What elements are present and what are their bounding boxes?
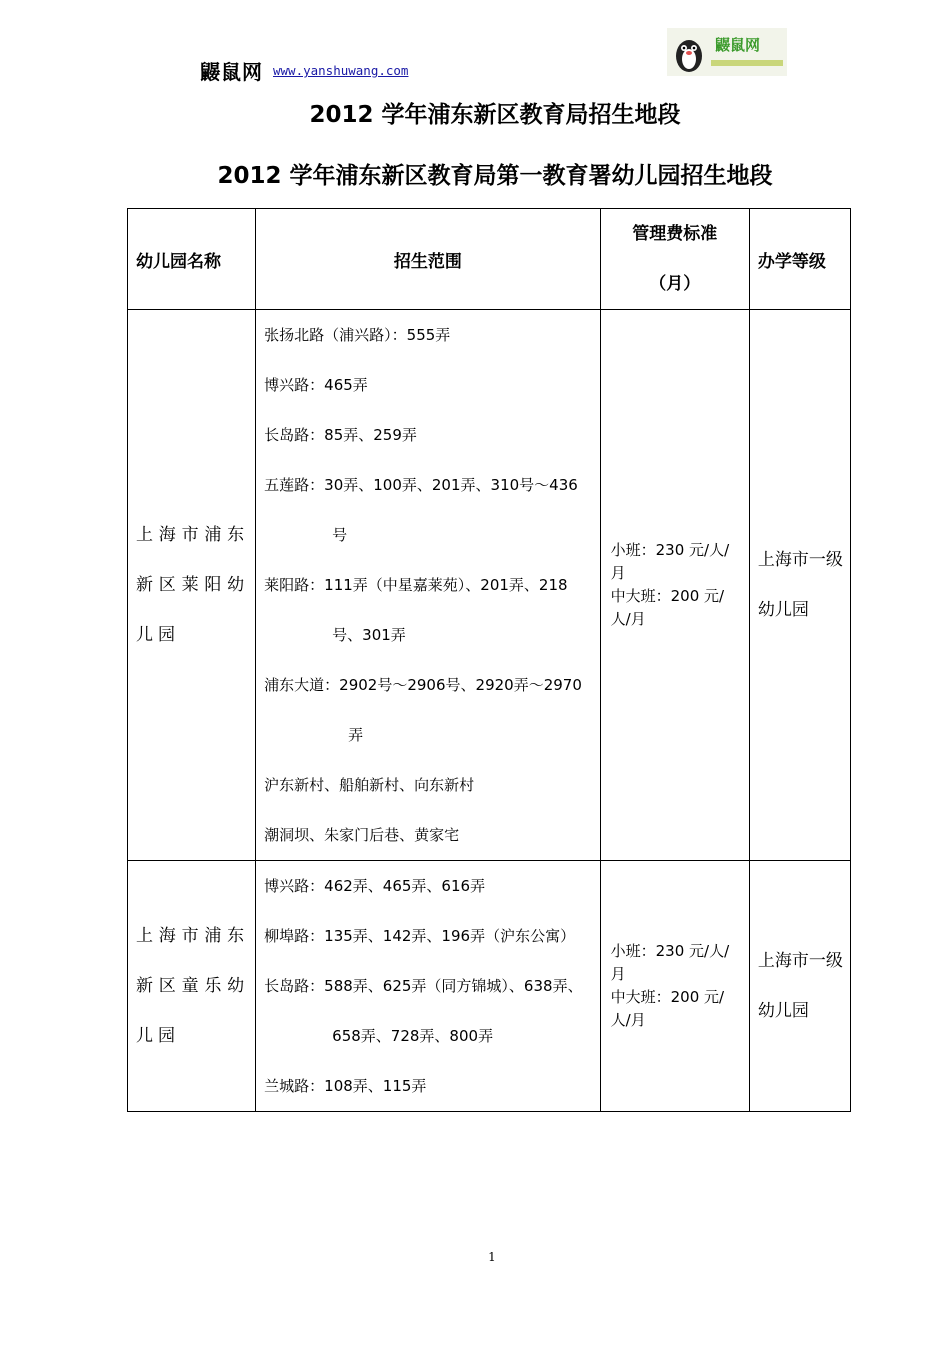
range-line: 658弄、728弄、800弄 [332,1027,494,1045]
header-fee-line1: 管理费标准 [632,224,718,244]
range-line: 张扬北路（浦兴路）：555弄 [264,326,451,344]
management-fee [600,310,749,861]
range-line: 沪东新村、船舶新村、向东新村 [264,776,475,794]
header-grade: 办学等级 [749,209,850,310]
range-line: 潮洞坝、朱家门后巷、黄家宅 [264,826,460,844]
table-row [128,861,851,1112]
range-line: 莱阳路：111弄（中星嘉莱苑）、201弄、218 [264,576,568,594]
enrollment-table [127,208,851,1112]
main-title: 2012 学年浦东新区教育局招生地段 [309,102,681,128]
range-line: 五莲路：30弄、100弄、201弄、310号～436 [264,476,578,494]
site-brand: 鼹鼠网 [200,60,263,84]
range-line: 柳埠路：135弄、142弄、196弄（沪东公寓） [264,927,576,945]
page-number: 1 [488,1250,496,1264]
range-line: 博兴路：462弄、465弄、616弄 [264,877,486,895]
range-line: 号、301弄 [332,626,406,644]
table-row [128,310,851,861]
range-line: 弄 [348,726,364,744]
site-url-link[interactable]: www.yanshuwang.com [273,63,409,78]
enrollment-range [256,861,600,1112]
range-line: 博兴路：465弄 [264,376,368,394]
fee-line: 中大班：200 元/人/月 [610,587,725,628]
mole-logo-icon [667,28,787,76]
kindergarten-name: 上海市浦东新区童乐幼儿园 [128,861,256,1112]
header-name: 幼儿园名称 [128,209,256,310]
table-header-row [128,209,851,310]
header-fee-line2: （月） [649,274,701,294]
header-range: 招生范围 [256,209,600,310]
range-line: 兰城路：108弄、115弄 [264,1077,427,1095]
management-fee [600,861,749,1112]
range-line: 浦东大道：2902号～2906号、2920弄～2970 [264,676,582,694]
kindergarten-name: 上海市浦东新区莱阳幼儿园 [128,310,256,861]
school-grade: 上海市一级幼儿园 [749,310,850,861]
header-fee [600,209,749,310]
fee-line: 小班：230 元/人/月 [610,541,730,582]
fee-line: 中大班：200 元/人/月 [610,988,725,1029]
range-line: 号 [332,526,348,544]
enrollment-range [256,310,600,861]
range-line: 长岛路：588弄、625弄（同方锦城）、638弄、 [264,977,583,995]
logo-text: 鼹鼠网 [715,36,761,54]
range-line: 长岛路：85弄、259弄 [264,426,417,444]
fee-line: 小班：230 元/人/月 [610,942,730,983]
sub-title: 2012 学年浦东新区教育局第一教育署幼儿园招生地段 [217,163,773,189]
school-grade: 上海市一级幼儿园 [749,861,850,1112]
